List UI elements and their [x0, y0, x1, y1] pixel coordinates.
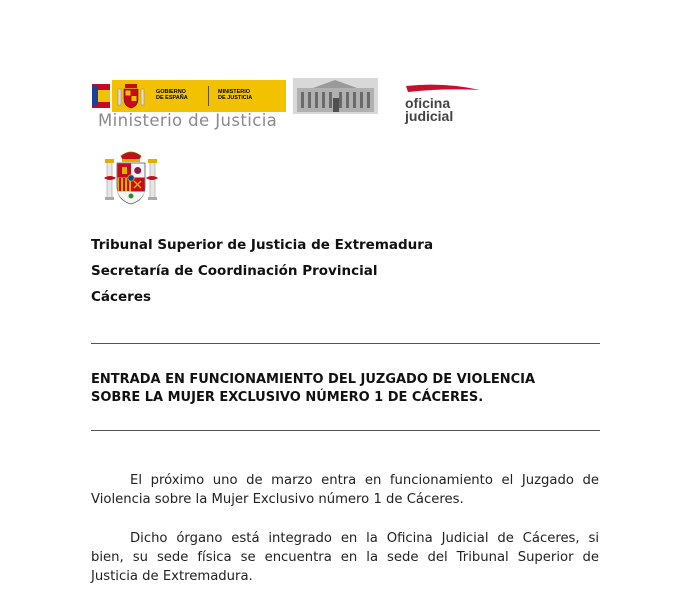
paragraph-2-line-1: Dicho órgano está integrado en la Oficina Judicial de Cáceres, si [130, 531, 599, 546]
paragraph-1-line-2: Violencia sobre la Mujer Exclusivo número 1 de Cáceres. [91, 492, 464, 507]
ministerio-line2: DE JUSTICIA [218, 95, 253, 101]
logo-divider [208, 86, 209, 106]
oficina-word: oficina [405, 95, 451, 111]
spain-flag-icon [90, 80, 112, 112]
divider-top [91, 343, 600, 344]
gobierno-line1: GOBIERNO [156, 89, 186, 95]
paragraph-2-line-2: bien, su sede física se encuentra en la sede del Tribunal Superior de [91, 550, 599, 565]
judicial-word: judicial [405, 108, 454, 124]
document-title-line2: SOBRE LA MUJER EXCLUSIVO NÚMERO 1 DE CÁCERES. [91, 390, 484, 405]
ministry-name: Ministerio de Justicia [98, 111, 278, 130]
institution-line-tribunal: Tribunal Superior de Justicia de Extremadura [91, 237, 434, 253]
gobierno-line2: DE ESPAÑA [156, 95, 188, 101]
spain-coat-of-arms-icon [102, 148, 160, 208]
divider-bottom [91, 430, 600, 431]
document-title-line1: ENTRADA EN FUNCIONAMIENTO DEL JUZGADO DE VIOLENCIA [91, 372, 536, 387]
royal-shield-icon [116, 83, 146, 109]
ministry-building-icon [293, 78, 378, 114]
ministerio-line1: MINISTERIO [218, 89, 251, 95]
institution-line-city: Cáceres [91, 289, 152, 305]
paragraph-1-line-1: El próximo uno de marzo entra en funcionamiento el Juzgado de [130, 473, 599, 488]
paragraph-2-line-3: Justicia de Extremadura. [91, 569, 253, 584]
gobierno-espana-logo [90, 80, 286, 112]
institution-line-secretaria: Secretaría de Coordinación Provincial [91, 263, 378, 279]
